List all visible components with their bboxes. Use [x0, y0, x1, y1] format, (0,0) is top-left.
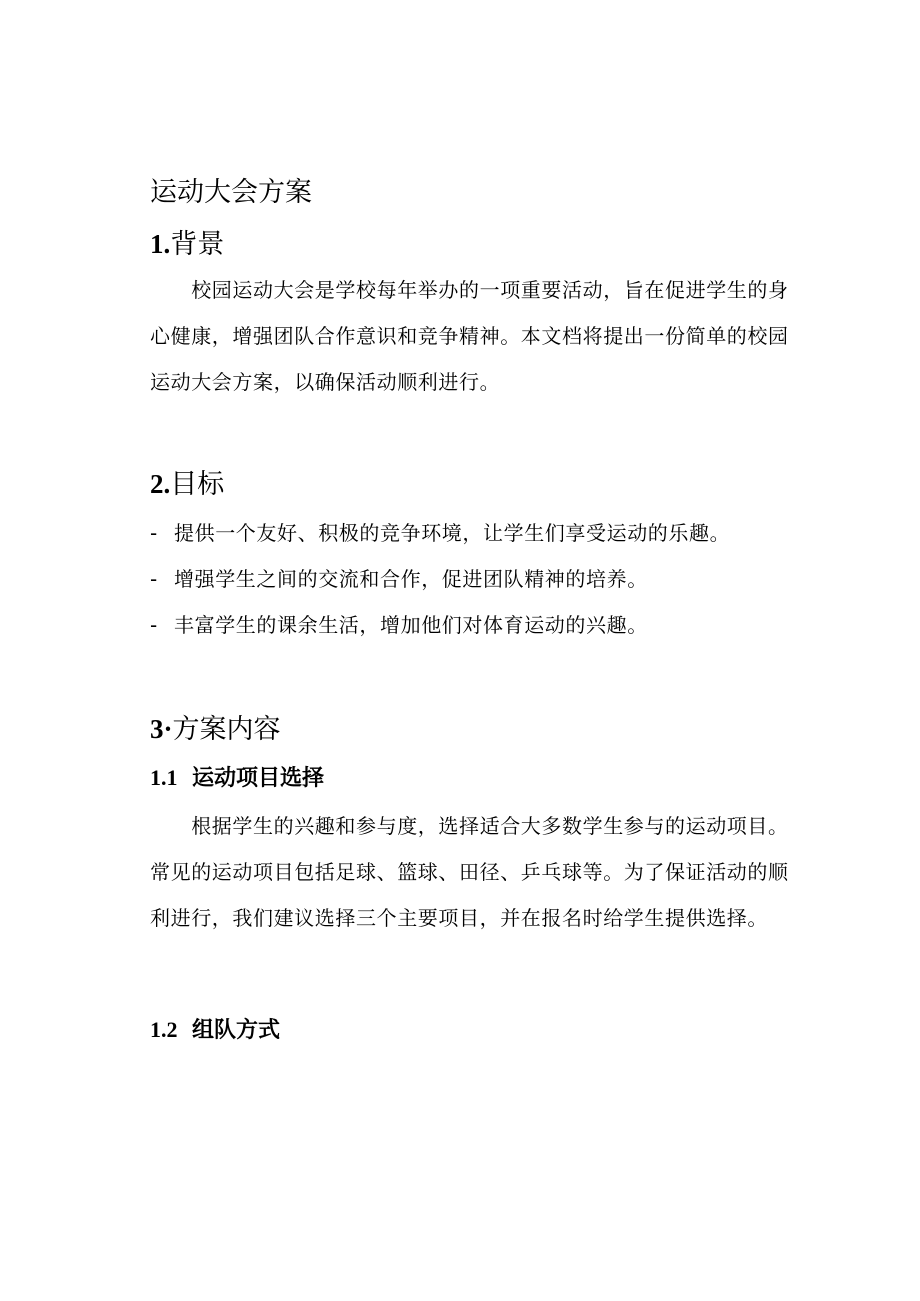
- subsection-title: 运动项目选择: [192, 766, 325, 791]
- section-title: 目标: [170, 469, 225, 500]
- bullet-marker: -: [150, 521, 158, 545]
- list-item-text: 丰富学生的课余生活，增加他们对体育运动的兴趣。: [174, 613, 648, 637]
- section-number: 2.: [150, 469, 171, 499]
- section-number: 3·: [150, 714, 173, 744]
- subsection-title: 组队方式: [192, 1018, 281, 1043]
- bullet-marker: -: [150, 567, 158, 591]
- section-heading-goals: [150, 464, 224, 505]
- subsection-number: 1.2: [150, 1017, 178, 1042]
- subsection-number: 1.1: [150, 765, 178, 790]
- section-heading-background: [150, 224, 224, 265]
- goals-list: [150, 510, 730, 648]
- list-item: [150, 510, 730, 556]
- list-item: [150, 602, 730, 648]
- section-title: 方案内容: [172, 714, 281, 745]
- subsection-heading-team-formation: [150, 1013, 280, 1048]
- bullet-marker: -: [150, 613, 158, 637]
- paragraph-line: 常见的运动项目包括足球、篮球、田径、乒乓球等。为了保证活动的顺: [150, 860, 789, 884]
- paragraph-line: 心健康，增强团队合作意识和竞争精神。本文档将提出一份简单的校园: [150, 324, 789, 348]
- paragraph-line: 校园运动大会是学校每年举办的一项重要活动，旨在促进学生的身: [150, 278, 789, 302]
- list-item-text: 增强学生之间的交流和合作，促进团队精神的培养。: [174, 567, 648, 591]
- section-heading-plan: [150, 709, 281, 750]
- subsection-heading-sport-selection: [150, 761, 324, 796]
- section-number: 1.: [150, 229, 171, 259]
- sport-selection-paragraph: [150, 803, 790, 941]
- list-item-text: 提供一个友好、积极的竞争环境，让学生们享受运动的乐趣。: [174, 521, 731, 545]
- paragraph-line: 运动大会方案，以确保活动顺利进行。: [150, 370, 501, 394]
- list-item: [150, 556, 730, 602]
- paragraph-line: 根据学生的兴趣和参与度，选择适合大多数学生参与的运动项目。: [150, 814, 789, 838]
- paragraph-line: 利进行，我们建议选择三个主要项目，并在报名时给学生提供选择。: [150, 906, 768, 930]
- document-title: 运动大会方案: [150, 177, 312, 208]
- section-title: 背景: [170, 229, 225, 260]
- background-paragraph: [150, 267, 790, 405]
